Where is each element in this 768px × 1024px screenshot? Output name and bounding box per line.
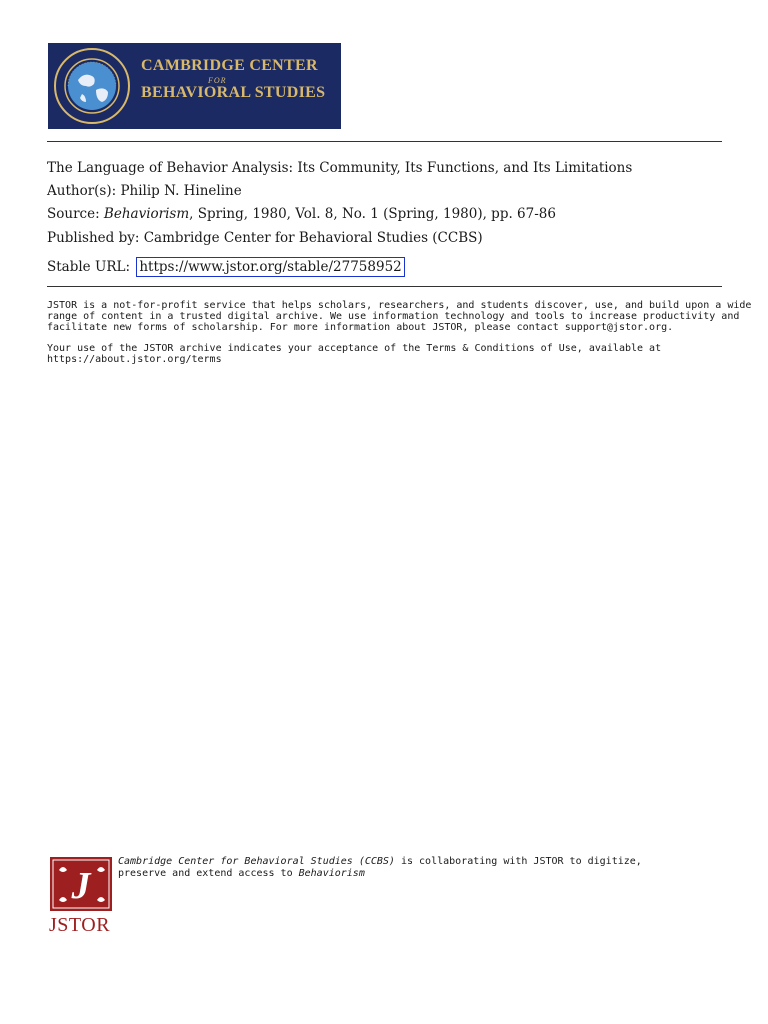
globe-seal-icon xyxy=(52,46,132,126)
author-line xyxy=(47,183,242,199)
collaboration-statement xyxy=(118,856,722,880)
collab-text-2: preserve and extend access to xyxy=(118,868,299,879)
notice-line: facilitate new forms of scholarship. For more information about JSTOR, please contact support@jstor.org. xyxy=(47,322,674,333)
terms-line: Your use of the JSTOR archive indicates your acceptance of the Terms & Conditions of Use, available at xyxy=(47,343,662,354)
publisher-label: Published by: xyxy=(47,230,140,246)
jstor-logo-icon xyxy=(49,856,113,912)
banner-line-2: FOR xyxy=(208,76,227,85)
publisher-name: Cambridge Center for Behavioral Studies (CCBS) xyxy=(143,230,483,246)
terms-link[interactable]: https://about.jstor.org/terms xyxy=(47,354,222,365)
jstor-notice xyxy=(47,300,752,333)
jstor-wordmark: JSTOR xyxy=(49,914,111,936)
notice-line: JSTOR is a not-for-profit service that helps scholars, researchers, and students discover, use, and build upon a wide xyxy=(47,300,752,311)
publisher-line xyxy=(47,230,483,246)
terms-notice xyxy=(47,343,722,365)
notice-line: range of content in a trusted digital archive. We use information technology and tools to increase productivity and xyxy=(47,311,740,322)
source-detail: , Spring, 1980, Vol. 8, No. 1 (Spring, 1980), pp. 67-86 xyxy=(189,206,556,222)
collab-text-1: is collaborating with JSTOR to digitize, xyxy=(394,856,642,867)
divider-top xyxy=(47,141,722,142)
collab-journal: Behaviorism xyxy=(298,868,365,879)
collab-org: Cambridge Center for Behavioral Studies (CCBS) xyxy=(118,856,395,867)
publisher-banner xyxy=(48,43,341,129)
svg-text:J: J xyxy=(71,865,91,907)
banner-line-3: BEHAVIORAL STUDIES xyxy=(141,84,326,101)
banner-line-1: CAMBRIDGE CENTER xyxy=(141,57,318,74)
author-name: Philip N. Hineline xyxy=(120,183,242,199)
stable-url-label: Stable URL: xyxy=(47,259,131,275)
source-line xyxy=(47,206,556,222)
source-journal: Behaviorism xyxy=(103,206,190,222)
divider-bottom xyxy=(47,286,722,287)
author-label: Author(s): xyxy=(47,183,117,199)
article-title: The Language of Behavior Analysis: Its Community, Its Functions, and Its Limitations xyxy=(47,160,633,176)
source-label: Source: xyxy=(47,206,100,222)
stable-url-link[interactable]: https://www.jstor.org/stable/27758952 xyxy=(136,257,404,277)
stable-url-line xyxy=(47,257,405,277)
